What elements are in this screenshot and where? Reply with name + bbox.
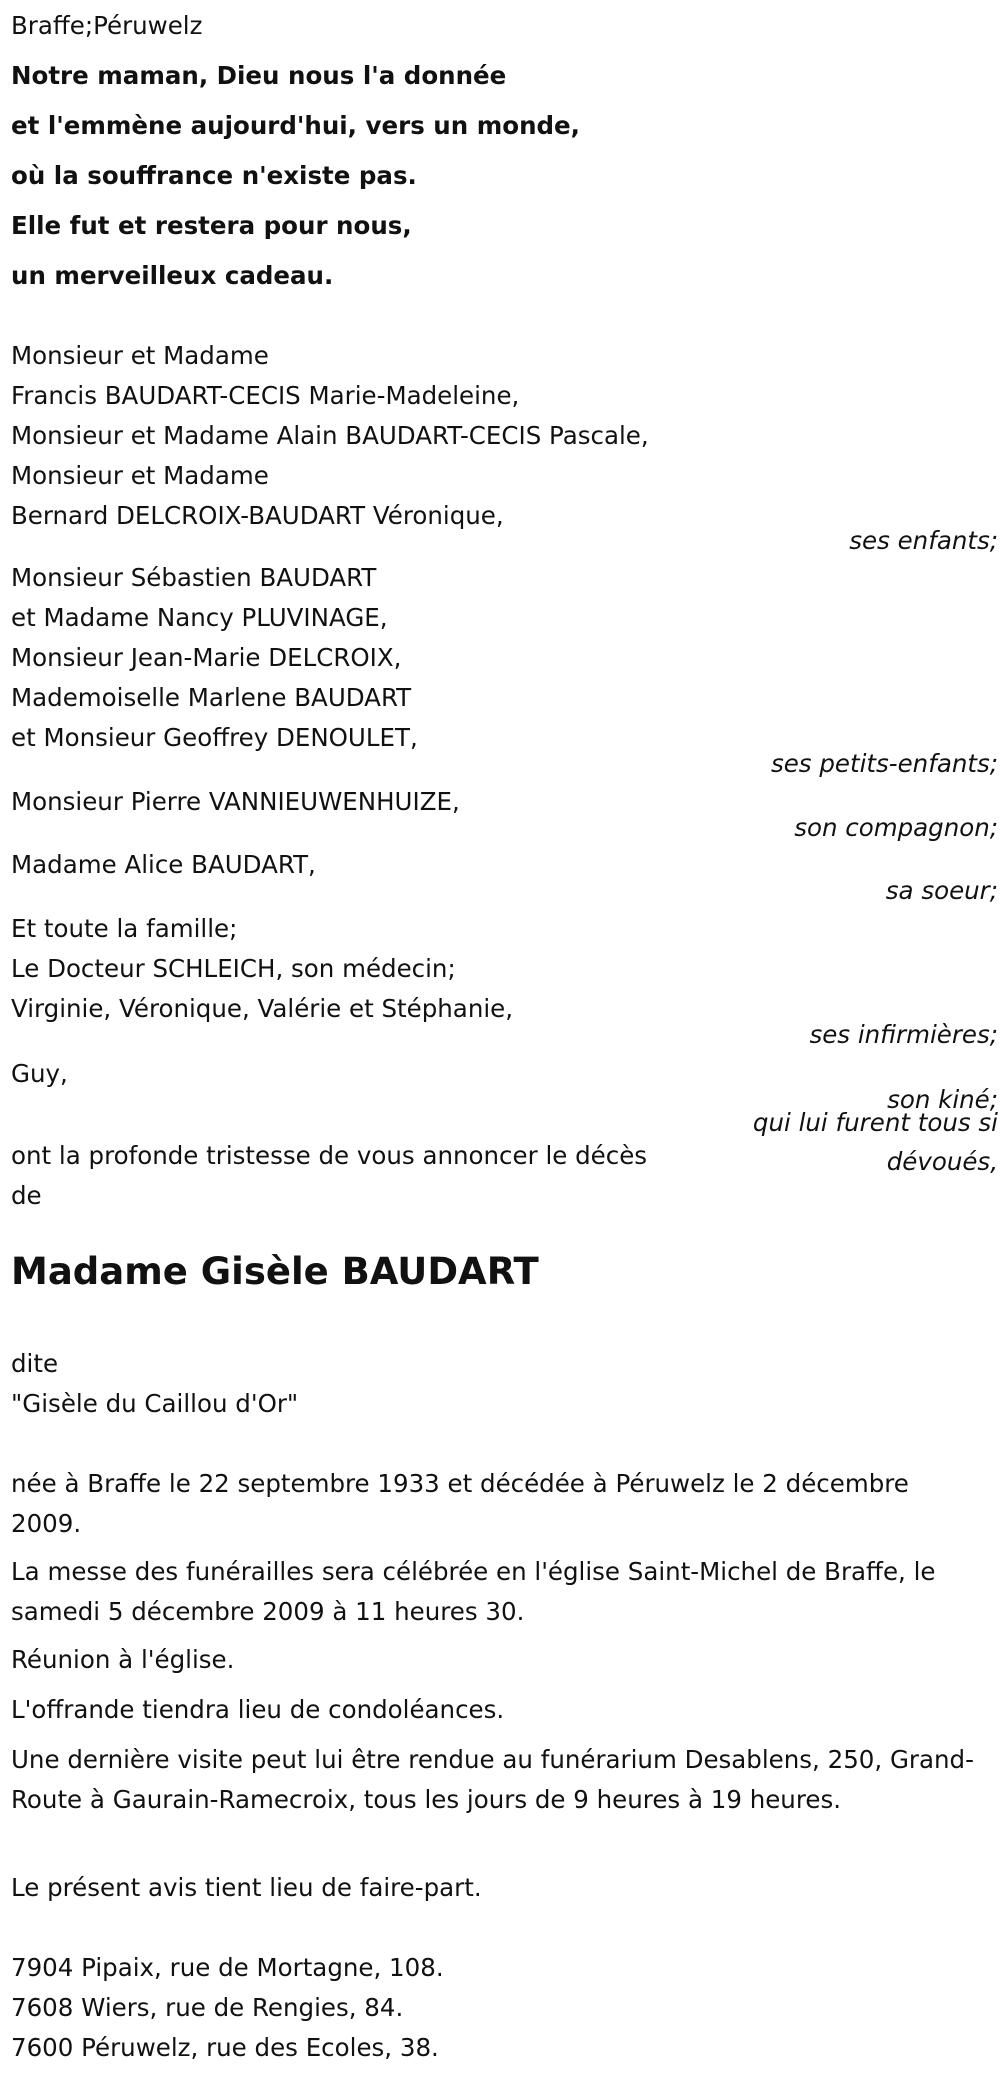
poem-line: où la souffrance n'existe pas. [11,161,417,190]
children-line: Monsieur et Madame [11,461,269,490]
offering-details: L'offrande tiendra lieu de condoléances. [11,1695,505,1724]
children-line: Monsieur et Madame [11,341,269,370]
birth-death-details: née à Braffe le 22 septembre 1933 et décédée à Péruwelz le 2 décembre 2009. [11,1469,909,1538]
children-line: Bernard DELCROIX-BAUDART Véronique, [11,501,504,530]
address-line: 7904 Pipaix, rue de Mortagne, 108. [11,1953,444,1982]
deceased-name: Madame Gisèle BAUDART [11,1250,539,1293]
devoted-role: qui lui furent tous si [752,1108,998,1137]
physio-role: son kiné; [887,1085,998,1114]
notice-statement: Le présent avis tient lieu de faire-part. [11,1873,482,1902]
physio-line: Guy, [11,1059,68,1088]
nickname: "Gisèle du Caillou d'Or" [11,1389,299,1418]
companion-role: son compagnon; [794,813,998,842]
children-role: ses enfants; [849,526,998,555]
grandchildren-line: Monsieur Jean-Marie DELCROIX, [11,643,402,672]
children-line: Monsieur et Madame Alain BAUDART-CECIS Pascale, [11,421,649,450]
nurses-role: ses infirmières; [809,1020,998,1049]
grandchildren-line: Monsieur Sébastien BAUDART [11,563,377,592]
address-line: 7608 Wiers, rue de Rengies, 84. [11,1993,404,2022]
location-line: Braffe;Péruwelz [11,11,203,40]
devoted-role: dévoués, [886,1147,998,1176]
poem-line: et l'emmène aujourd'hui, vers un monde, [11,111,580,140]
grandchildren-role: ses petits-enfants; [770,749,998,778]
announcement-line: ont la profonde tristesse de vous annoncer le décès [11,1141,648,1170]
grandchildren-line: et Madame Nancy PLUVINAGE, [11,603,388,632]
announcement-line: de [11,1181,42,1210]
nickname-intro: dite [11,1349,59,1378]
funeral-mass-details: La messe des funérailles sera célébrée en l'église Saint-Michel de Braffe, le samedi 5 décembre 2009 à 11 heures 30. [11,1557,936,1626]
sister-role: sa soeur; [885,876,998,905]
companion-line: Monsieur Pierre VANNIEUWENHUIZE, [11,787,460,816]
nurses-line: Virginie, Véronique, Valérie et Stéphanie, [11,994,514,1023]
address-line: 7600 Péruwelz, rue des Ecoles, 38. [11,2033,439,2062]
family-line: Et toute la famille; [11,914,238,943]
poem-line: un merveilleux cadeau. [11,261,334,290]
poem-line: Notre maman, Dieu nous l'a donnée [11,61,507,90]
poem-line: Elle fut et restera pour nous, [11,211,412,240]
meeting-details: Réunion à l'église. [11,1645,235,1674]
grandchildren-line: Mademoiselle Marlene BAUDART [11,683,412,712]
grandchildren-line: et Monsieur Geoffrey DENOULET, [11,723,418,752]
doctor-line: Le Docteur SCHLEICH, son médecin; [11,954,456,983]
visit-details: Une dernière visite peut lui être rendue au funérarium Desablens, 250, Grand-Route à Gaurain-Ramecroix, tous les jours de 9 heures à 19 heures. [11,1745,974,1814]
sister-line: Madame Alice BAUDART, [11,850,316,879]
children-line: Francis BAUDART-CECIS Marie-Madeleine, [11,381,520,410]
